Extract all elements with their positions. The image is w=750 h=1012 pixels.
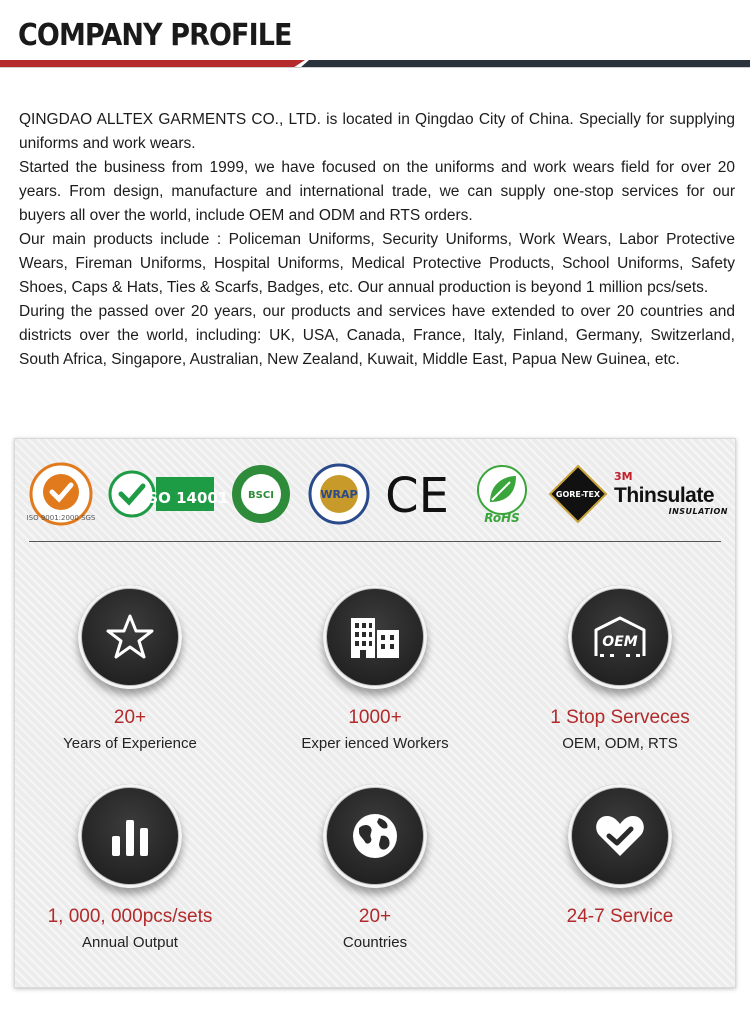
buildings-icon [347,612,403,662]
stat-circle [568,585,672,689]
gore-tex-diamond-icon [548,464,608,524]
svg-text:INSULATION: INSULATION [668,507,728,516]
svg-text:WRAP: WRAP [320,488,358,501]
svg-text:GORE-TEX: GORE-TEX [555,490,601,499]
intro-paragraph: During the passed over 20 years, our products and services have extended to over 20 countries and districts over the world, including: UK, USA, Canada, France, Italy, Finland, Germany, Switzerland, South Africa, Singapore, Australian, New Zealand, Kuwait, Middle East, Papua New Guinea, etc. [19,303,735,368]
globe-icon [349,810,401,862]
iso14001-logo [107,459,229,529]
certification-logos [27,459,727,529]
stat-value: 24-7 Service [566,906,674,927]
ce-logo [382,459,452,529]
stat-circle [323,585,427,689]
thinsulate-wordmark-icon [612,466,730,522]
intro-paragraph: Started the business from 1999, we have focused on the uniforms and work wears field for over 20 years. From design, manufacture and international trade, we can supply one-stop services for our buyers all over the world, include OEM and ODM and RTS orders. [19,159,735,224]
stat-value: 1000+ [348,707,402,728]
stat-label: OEM, ODM, RTS [562,735,678,752]
stat-value: 1, 000, 000pcs/sets [47,906,213,927]
stat-label: Annual Output [82,934,178,951]
stat-value: 20+ [358,906,392,927]
stat-label: Exper ienced Workers [301,735,449,752]
bsci-logo [227,459,295,529]
bsci-badge-icon [230,463,292,525]
svg-text:ISO 14001: ISO 14001 [141,489,229,507]
svg-text:RoHS: RoHS [484,511,520,525]
rohs-leaf-icon [470,462,534,526]
intro-paragraph: QINGDAO ALLTEX GARMENTS CO., LTD. is located in Qingdao City of China. Specially for supplying uniforms and work wears. [19,111,735,152]
heart-check-icon [593,812,647,860]
wrap-logo [305,459,373,529]
stat-output [15,784,245,953]
highlights-panel [14,438,736,988]
company-intro [19,108,735,372]
stat-one-stop [505,585,735,754]
stat-circle [568,784,672,888]
wrap-badge-icon [308,463,370,525]
svg-text:3M: 3M [614,470,633,483]
ce-mark-icon [384,466,450,522]
rohs-logo [467,459,537,529]
stat-label: Countries [342,934,408,951]
iso-badge-icon [108,469,229,519]
page-title: COMPANY PROFILE [18,18,292,53]
sgs-logo [27,459,95,529]
svg-text:OEM: OEM [602,634,638,650]
header-underline [0,67,750,68]
page-header [0,0,750,72]
svg-text:CE: CE [385,468,449,524]
stat-value: 1 Stop Serveces [550,707,690,728]
panel-divider [29,541,721,542]
oem-factory-icon [590,612,650,662]
svg-text:ISO 9001:2000 SGS: ISO 9001:2000 SGS [26,514,96,522]
stat-circle [323,784,427,888]
svg-text:Thinsulate: Thinsulate [614,484,715,507]
star-icon [105,612,155,662]
stat-service [505,784,735,933]
stat-countries [260,784,490,953]
intro-paragraph: Our main products include : Policeman Uniforms, Security Uniforms, Work Wears, Labor Protective Wears, Fireman Uniforms, Hospital Uniforms, Medical Protective Products, School Uniforms, Safety Shoes, Caps & Hats, Ties & Scarfs, Badges, etc. Our annual production is beyond 1 million pcs/sets. [19,231,735,296]
stat-label: Years of Experience [63,735,197,752]
thinsulate-logo [612,459,730,529]
stat-circle [78,784,182,888]
svg-text:BSCI: BSCI [248,490,274,501]
stat-circle [78,585,182,689]
bar-chart-icon [108,814,152,858]
stat-value: 20+ [113,707,147,728]
stat-years [15,585,245,754]
gore-tex-logo [547,459,609,529]
sgs-badge-icon [26,462,96,526]
stat-workers [260,585,490,754]
